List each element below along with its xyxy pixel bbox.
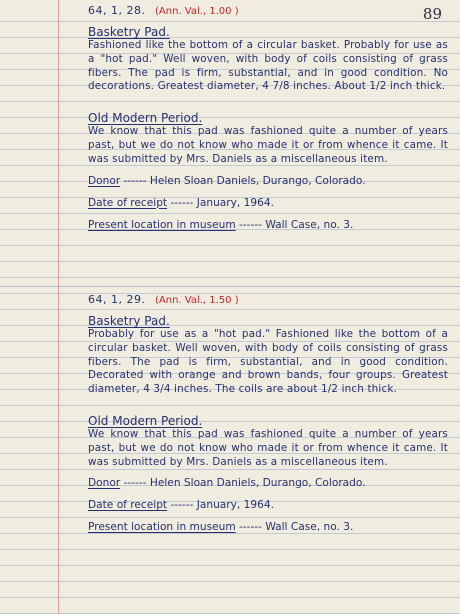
- location-line: Present location in museum ------ Wall Case, no. 3.: [88, 521, 354, 534]
- catalog-number: 64, 1, 29.: [88, 293, 146, 306]
- donor-value: Helen Sloan Daniels, Durango, Colorado.: [149, 477, 366, 490]
- item-heading: Basketry Pad.: [88, 314, 170, 328]
- catalog-row: [88, 292, 448, 308]
- item-description: Probably for use as a "hot pad." Fashioned like the bottom of a circular basket. Well woven, with body of coils consisting of grass fibers. The pad is firm, substantial, and in good condition. Decorated with orange and brown bands, four groups. Greatest diameter, 4 3/4 inches. The coils are about 1/2 inch thick.: [88, 328, 448, 396]
- location-value: Wall Case, no. 3.: [265, 218, 354, 231]
- location-label: Present location in museum: [88, 218, 236, 231]
- item-heading: Basketry Pad.: [88, 25, 170, 39]
- receipt-value: January, 1964.: [196, 499, 274, 512]
- receipt-label: Date of receipt: [88, 499, 168, 512]
- catalog-number: 64, 1, 28.: [88, 4, 146, 17]
- location-value: Wall Case, no. 3.: [265, 521, 354, 534]
- page-number: 89: [422, 5, 442, 23]
- period-description: We know that this pad was fashioned quite a number of years past, but we do not know who made it or from whence it came. It was submitted by Mrs. Daniels as a miscellaneous item.: [88, 125, 448, 165]
- donor-label: Donor: [88, 477, 121, 490]
- period-heading: Old Modern Period.: [88, 413, 203, 428]
- catalog-row: [88, 3, 448, 19]
- receipt-line: Date of receipt ------ January, 1964.: [88, 499, 274, 512]
- donor-line: Donor ------ Helen Sloan Daniels, Durango, Colorado.: [88, 174, 366, 187]
- receipt-line: Date of receipt ------ January, 1964.: [88, 196, 274, 209]
- period-description: We know that this pad was fashioned quite a number of years past, but we do not know who made it or from whence it came. It was submitted by Mrs. Daniels as a miscellaneous item.: [88, 427, 448, 468]
- donor-label: Donor: [88, 174, 121, 187]
- catalog-entry: [88, 3, 448, 233]
- item-description: Fashioned like the bottom of a circular basket. Probably for use as a "hot pad." Well woven, with body of coils consisting of grass fibers. The pad is firm, substantial, and in good condition. No decorations. Greatest diameter, 4 7/8 inches. About 1/2 inch thick.: [88, 39, 448, 93]
- appraisal-value: (Ann. Val., 1.50 ): [154, 295, 239, 306]
- location-line: Present location in museum ------ Wall Case, no. 3.: [88, 218, 354, 231]
- catalog-entry: [88, 292, 448, 535]
- receipt-label: Date of receipt: [88, 196, 168, 209]
- entry-divider: [0, 286, 460, 287]
- donor-value: Helen Sloan Daniels, Durango, Colorado.: [149, 174, 366, 187]
- appraisal-value: (Ann. Val., 1.00 ): [154, 6, 239, 17]
- donor-line: Donor ------ Helen Sloan Daniels, Durango, Colorado.: [88, 477, 366, 490]
- receipt-value: January, 1964.: [196, 196, 274, 209]
- period-heading: Old Modern Period.: [88, 111, 203, 126]
- location-label: Present location in museum: [88, 521, 236, 534]
